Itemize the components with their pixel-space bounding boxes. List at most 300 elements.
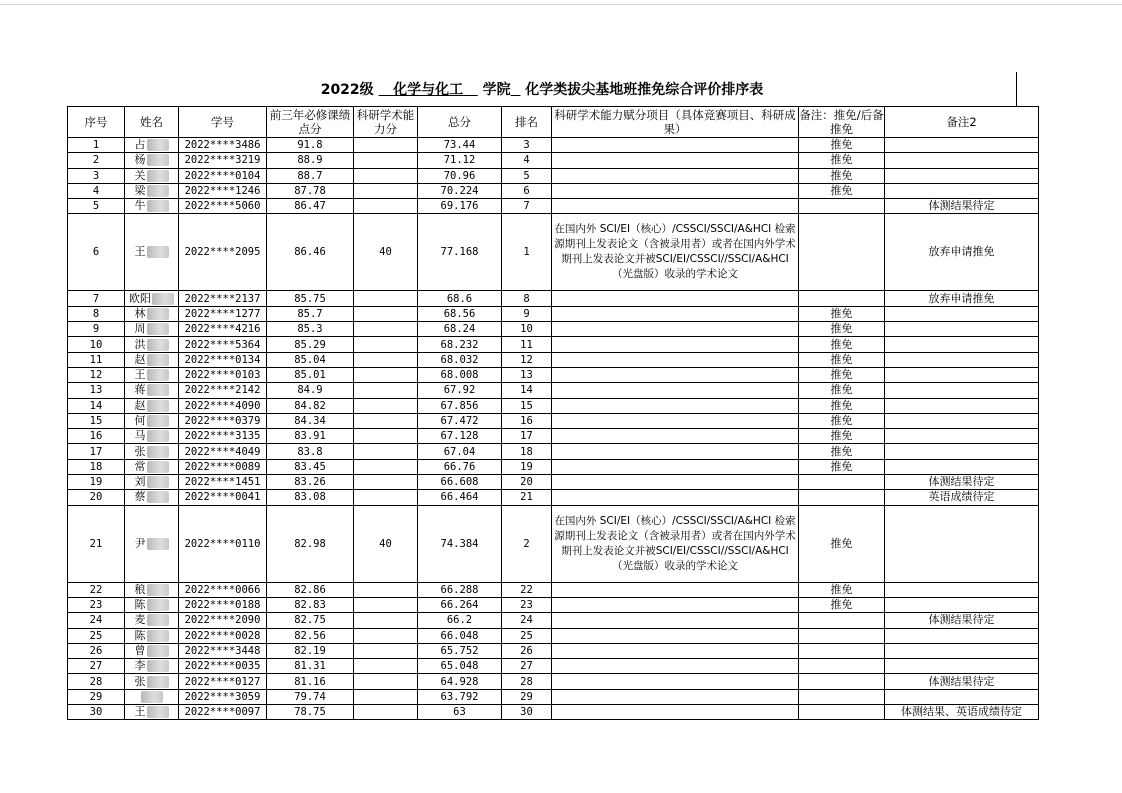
cell-student-id: 2022****3448: [179, 643, 267, 658]
cell-seq: 2: [68, 153, 125, 168]
cell-remark1: [799, 214, 885, 291]
table-row: [68, 153, 1039, 168]
header-items: 科研学术能力赋分项目（具体竞赛项目、科研成果）: [552, 107, 799, 138]
redaction-blur: [147, 369, 169, 381]
cell-remark1: [799, 643, 885, 658]
cell-name: [125, 291, 179, 306]
cell-gpa: 82.56: [267, 628, 354, 643]
cell-total: 71.12: [418, 153, 502, 168]
cell-remark2: [885, 183, 1039, 198]
student-name: 占: [134, 138, 146, 152]
redaction-blur: [147, 584, 169, 596]
cell-student-id: 2022****0134: [179, 352, 267, 367]
cell-remark1: 推免: [799, 459, 885, 474]
cell-research-score: [354, 643, 418, 658]
cell-seq: 5: [68, 199, 125, 214]
cell-remark1: 推免: [799, 413, 885, 428]
cell-research-items: [552, 383, 799, 398]
cell-remark1: 推免: [799, 352, 885, 367]
table-row: [68, 183, 1039, 198]
cell-research-items: [552, 597, 799, 612]
redaction-blur: [141, 691, 163, 703]
cell-gpa: 91.8: [267, 138, 354, 153]
cell-seq: 13: [68, 383, 125, 398]
cell-remark1: 推免: [799, 322, 885, 337]
cell-remark1: 推免: [799, 138, 885, 153]
cell-research-score: [354, 674, 418, 689]
redaction-blur: [147, 614, 169, 626]
student-name: 尹: [134, 536, 146, 550]
header-rank: 排名: [502, 107, 552, 138]
cell-gpa: 84.82: [267, 398, 354, 413]
cell-research-score: [354, 153, 418, 168]
table-row: [68, 291, 1039, 306]
cell-student-id: 2022****0110: [179, 505, 267, 582]
cell-student-id: 2022****0379: [179, 413, 267, 428]
student-name: 王: [134, 245, 146, 259]
cell-remark2: [885, 505, 1039, 582]
redaction-blur: [147, 599, 169, 611]
student-name: 陈: [134, 628, 146, 642]
cell-rank: 3: [502, 138, 552, 153]
cell-seq: 9: [68, 322, 125, 337]
cell-student-id: 2022****2095: [179, 214, 267, 291]
cell-rank: 24: [502, 613, 552, 628]
cell-rank: 27: [502, 659, 552, 674]
cell-total: 73.44: [418, 138, 502, 153]
student-name: 稂: [134, 582, 146, 596]
cell-remark2: [885, 459, 1039, 474]
cell-total: 68.56: [418, 306, 502, 321]
cell-remark2: [885, 659, 1039, 674]
cell-remark2: 放弃申请推免: [885, 214, 1039, 291]
cell-remark2: [885, 322, 1039, 337]
cell-total: 68.008: [418, 367, 502, 382]
redaction-blur: [147, 246, 169, 258]
table-body: [68, 138, 1039, 720]
cell-name: [125, 199, 179, 214]
cell-seq: 14: [68, 398, 125, 413]
cell-student-id: 2022****1451: [179, 475, 267, 490]
cell-research-score: [354, 352, 418, 367]
cell-rank: 28: [502, 674, 552, 689]
redaction-blur: [147, 446, 169, 458]
table-row: [68, 475, 1039, 490]
redaction-blur: [147, 676, 169, 688]
redaction-blur: [147, 538, 169, 550]
cell-name: [125, 475, 179, 490]
cell-gpa: 79.74: [267, 689, 354, 704]
cell-seq: 27: [68, 659, 125, 674]
cell-remark2: [885, 352, 1039, 367]
header-row: [68, 107, 1039, 138]
cell-student-id: 2022****0089: [179, 459, 267, 474]
cell-student-id: 2022****0188: [179, 597, 267, 612]
cell-remark2: [885, 153, 1039, 168]
table-row: [68, 214, 1039, 291]
cell-gpa: 83.45: [267, 459, 354, 474]
cell-total: 65.048: [418, 659, 502, 674]
table-row: [68, 429, 1039, 444]
cell-remark2: 体测结果待定: [885, 674, 1039, 689]
header-seq: 序号: [68, 107, 125, 138]
cell-remark2: 放弃申请推免: [885, 291, 1039, 306]
cell-name: [125, 643, 179, 658]
cell-remark2: [885, 168, 1039, 183]
redaction-blur: [152, 293, 174, 305]
cell-remark2: [885, 367, 1039, 382]
table-row: [68, 383, 1039, 398]
cell-name: [125, 444, 179, 459]
ranking-table: [67, 106, 1039, 720]
cell-total: 66.2: [418, 613, 502, 628]
cell-remark2: [885, 628, 1039, 643]
cell-remark1: 推免: [799, 168, 885, 183]
header-remark2: 备注2: [885, 107, 1039, 138]
cell-total: 66.76: [418, 459, 502, 474]
table-row: [68, 306, 1039, 321]
cell-student-id: 2022****2090: [179, 613, 267, 628]
cell-remark1: [799, 613, 885, 628]
cell-research-score: [354, 413, 418, 428]
cell-gpa: 86.47: [267, 199, 354, 214]
cell-seq: 26: [68, 643, 125, 658]
student-name: 蒋: [134, 383, 146, 397]
cell-name: [125, 138, 179, 153]
cell-total: 77.168: [418, 214, 502, 291]
cell-remark2: 体测结果、英语成绩待定: [885, 705, 1039, 720]
cell-student-id: 2022****3135: [179, 429, 267, 444]
table-row: [68, 674, 1039, 689]
table-row: [68, 659, 1039, 674]
cell-rank: 10: [502, 322, 552, 337]
page-top-border: [0, 4, 1122, 5]
header-id: 学号: [179, 107, 267, 138]
cell-remark2: [885, 398, 1039, 413]
cell-gpa: 85.7: [267, 306, 354, 321]
cell-remark2: [885, 444, 1039, 459]
cell-name: [125, 505, 179, 582]
cell-rank: 16: [502, 413, 552, 428]
student-name: 王: [134, 368, 146, 382]
cell-remark1: [799, 199, 885, 214]
cell-research-score: [354, 429, 418, 444]
student-name: 陈: [134, 598, 146, 612]
cell-total: 66.264: [418, 597, 502, 612]
cell-remark1: [799, 659, 885, 674]
cell-research-score: [354, 475, 418, 490]
cell-research-score: [354, 322, 418, 337]
cell-remark1: [799, 475, 885, 490]
cell-gpa: 82.86: [267, 582, 354, 597]
cell-seq: 19: [68, 475, 125, 490]
student-name: 马: [134, 429, 146, 443]
cell-seq: 8: [68, 306, 125, 321]
cell-seq: 22: [68, 582, 125, 597]
cell-remark2: [885, 383, 1039, 398]
cell-research-score: [354, 183, 418, 198]
table-row: [68, 199, 1039, 214]
student-name: 杨: [134, 153, 146, 167]
cell-name: [125, 183, 179, 198]
cell-gpa: 82.75: [267, 613, 354, 628]
cell-research-items: [552, 398, 799, 413]
cell-student-id: 2022****0041: [179, 490, 267, 505]
cell-gpa: 85.04: [267, 352, 354, 367]
cell-total: 68.232: [418, 337, 502, 352]
cell-seq: 30: [68, 705, 125, 720]
redaction-blur: [147, 476, 169, 488]
cell-name: [125, 367, 179, 382]
cell-rank: 4: [502, 153, 552, 168]
cell-remark2: [885, 597, 1039, 612]
cell-gpa: 88.9: [267, 153, 354, 168]
cell-research-items: [552, 183, 799, 198]
table-row: [68, 705, 1039, 720]
table-row: [68, 628, 1039, 643]
cell-seq: 10: [68, 337, 125, 352]
cell-name: [125, 322, 179, 337]
cell-student-id: 2022****3486: [179, 138, 267, 153]
redaction-blur: [147, 645, 169, 657]
cell-remark1: 推免: [799, 398, 885, 413]
cell-research-score: [354, 367, 418, 382]
cell-remark1: [799, 490, 885, 505]
cell-seq: 24: [68, 613, 125, 628]
cell-total: 63: [418, 705, 502, 720]
cell-rank: 15: [502, 398, 552, 413]
cell-remark1: [799, 705, 885, 720]
table-row: [68, 444, 1039, 459]
cell-seq: 3: [68, 168, 125, 183]
cell-name: [125, 490, 179, 505]
cell-name: [125, 705, 179, 720]
cell-total: 67.472: [418, 413, 502, 428]
cell-gpa: 87.78: [267, 183, 354, 198]
cell-research-items: [552, 689, 799, 704]
student-name: 蔡: [134, 490, 146, 504]
cell-research-score: [354, 582, 418, 597]
cell-research-score: [354, 490, 418, 505]
cell-student-id: 2022****4216: [179, 322, 267, 337]
cell-rank: 29: [502, 689, 552, 704]
cell-name: [125, 168, 179, 183]
cell-name: [125, 153, 179, 168]
cell-rank: 22: [502, 582, 552, 597]
cell-research-items: [552, 475, 799, 490]
cell-remark2: [885, 337, 1039, 352]
redaction-blur: [147, 430, 169, 442]
cell-rank: 6: [502, 183, 552, 198]
cell-remark2: 体测结果待定: [885, 199, 1039, 214]
cell-remark1: [799, 291, 885, 306]
table-row: [68, 582, 1039, 597]
cell-seq: 20: [68, 490, 125, 505]
cell-total: 70.224: [418, 183, 502, 198]
cell-rank: 5: [502, 168, 552, 183]
cell-research-items: [552, 490, 799, 505]
cell-rank: 2: [502, 505, 552, 582]
cell-name: [125, 413, 179, 428]
cell-gpa: 81.31: [267, 659, 354, 674]
cell-seq: 6: [68, 214, 125, 291]
cell-remark2: [885, 643, 1039, 658]
cell-seq: 4: [68, 183, 125, 198]
table-row: [68, 413, 1039, 428]
cell-name: [125, 398, 179, 413]
cell-seq: 28: [68, 674, 125, 689]
table-row: [68, 367, 1039, 382]
cell-remark2: 体测结果待定: [885, 613, 1039, 628]
cell-research-score: 40: [354, 214, 418, 291]
cell-rank: 13: [502, 367, 552, 382]
cell-total: 66.464: [418, 490, 502, 505]
header-remark1: 备注：推免/后备推免: [799, 108, 884, 136]
cell-research-items: [552, 582, 799, 597]
cell-research-items: [552, 628, 799, 643]
title-school-suffix: 学院: [482, 82, 511, 98]
cell-gpa: 84.34: [267, 413, 354, 428]
cell-student-id: 2022****4090: [179, 398, 267, 413]
cell-research-score: [354, 689, 418, 704]
cell-research-items: [552, 337, 799, 352]
cell-gpa: 82.19: [267, 643, 354, 658]
cell-student-id: 2022****3219: [179, 153, 267, 168]
student-name: 赵: [134, 352, 146, 366]
cell-name: [125, 214, 179, 291]
redaction-blur: [147, 415, 169, 427]
cell-seq: 1: [68, 138, 125, 153]
cell-remark1: 推免: [799, 582, 885, 597]
cell-research-score: [354, 337, 418, 352]
student-name: 何: [134, 414, 146, 427]
redaction-blur: [147, 185, 169, 197]
cell-remark2: [885, 689, 1039, 704]
cell-remark1: 推免: [799, 444, 885, 459]
cell-remark1: 推免: [799, 429, 885, 444]
cell-total: 64.928: [418, 674, 502, 689]
cell-student-id: 2022****0097: [179, 705, 267, 720]
cell-student-id: 2022****3059: [179, 689, 267, 704]
redaction-blur: [147, 660, 169, 672]
table-row: [68, 138, 1039, 153]
cell-name: [125, 337, 179, 352]
cell-name: [125, 613, 179, 628]
cell-remark2: [885, 429, 1039, 444]
cell-research-items: [552, 306, 799, 321]
cell-remark2: [885, 413, 1039, 428]
cell-rank: 14: [502, 383, 552, 398]
student-name: 王: [134, 705, 146, 719]
table-row: [68, 459, 1039, 474]
title-school: 化学与化工: [393, 82, 464, 98]
cell-gpa: 88.7: [267, 168, 354, 183]
cell-remark1: [799, 628, 885, 643]
cell-gpa: 85.01: [267, 367, 354, 382]
cell-research-items: [552, 138, 799, 153]
cell-gpa: 82.83: [267, 597, 354, 612]
cell-name: [125, 628, 179, 643]
cell-research-items: [552, 367, 799, 382]
student-name: 梁: [134, 184, 146, 198]
table-row: [68, 398, 1039, 413]
cell-seq: 17: [68, 444, 125, 459]
cell-gpa: 85.3: [267, 322, 354, 337]
cell-research-items: [552, 659, 799, 674]
student-name: 刘: [134, 475, 146, 489]
cell-seq: 7: [68, 291, 125, 306]
cell-seq: 23: [68, 597, 125, 612]
cell-remark2: [885, 138, 1039, 153]
cell-research-items: [552, 429, 799, 444]
cell-research-items: [552, 322, 799, 337]
cell-gpa: 83.26: [267, 475, 354, 490]
cell-rank: 12: [502, 352, 552, 367]
cell-student-id: 2022****1246: [179, 183, 267, 198]
cell-research-score: [354, 306, 418, 321]
cell-name: [125, 659, 179, 674]
student-name: 关: [134, 168, 146, 182]
cell-gpa: 84.9: [267, 383, 354, 398]
cell-research-score: [354, 705, 418, 720]
redaction-blur: [147, 339, 169, 351]
cell-remark2: [885, 582, 1039, 597]
cell-seq: 15: [68, 413, 125, 428]
cell-research-items: [552, 613, 799, 628]
cell-gpa: 78.75: [267, 705, 354, 720]
cell-gpa: 83.8: [267, 444, 354, 459]
cell-rank: 11: [502, 337, 552, 352]
student-name: 张: [134, 674, 146, 688]
cell-research-score: [354, 291, 418, 306]
cell-research-items: [552, 352, 799, 367]
cell-total: 67.128: [418, 429, 502, 444]
cell-seq: 16: [68, 429, 125, 444]
cell-rank: 19: [502, 459, 552, 474]
header-research: 科研学术能力分: [354, 107, 418, 138]
cell-name: [125, 689, 179, 704]
student-name: 欧阳: [129, 291, 151, 305]
table-row: [68, 613, 1039, 628]
cell-remark1: 推免: [799, 153, 885, 168]
redaction-blur: [147, 400, 169, 412]
table-row: [68, 168, 1039, 183]
cell-remark2: [885, 306, 1039, 321]
cell-research-score: [354, 383, 418, 398]
redaction-blur: [147, 200, 169, 212]
cell-student-id: 2022****5060: [179, 199, 267, 214]
redaction-blur: [147, 630, 169, 642]
table-row: [68, 643, 1039, 658]
cell-research-score: [354, 138, 418, 153]
cell-rank: 1: [502, 214, 552, 291]
redaction-blur: [147, 308, 169, 320]
redaction-blur: [147, 491, 169, 503]
cell-gpa: 86.46: [267, 214, 354, 291]
table-row: [68, 337, 1039, 352]
cell-research-score: [354, 459, 418, 474]
cell-research-items: [552, 444, 799, 459]
cell-gpa: 81.16: [267, 674, 354, 689]
cell-research-items: [552, 291, 799, 306]
title-program: 化学类拔尖基地班推免综合评价排序表: [525, 82, 764, 98]
cell-gpa: 85.75: [267, 291, 354, 306]
cell-seq: 25: [68, 628, 125, 643]
cell-research-items: 在国内外 SCI/EI（核心）/CSSCI/SSCI/A&HCI 检索源期刊上发表论文（含被录用者）或者在国内外学术期刊上发表论文并被SCI/EI/CSSCI//SSCI/A&HCI（光盘版）收录的学术论文: [552, 214, 799, 291]
cell-name: [125, 306, 179, 321]
cell-gpa: 83.08: [267, 490, 354, 505]
cell-total: 66.048: [418, 628, 502, 643]
